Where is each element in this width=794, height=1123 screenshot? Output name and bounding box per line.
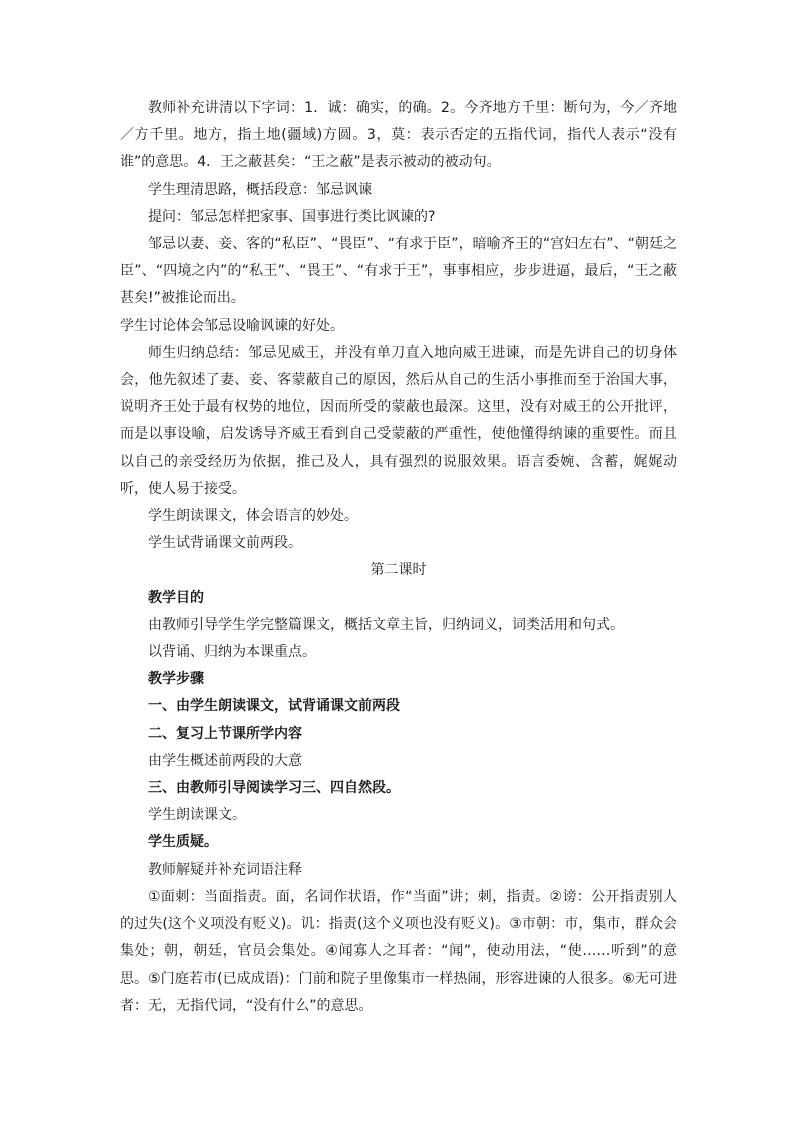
paragraph-recite: 学生试背诵课文前两段。	[148, 535, 302, 552]
paragraph-discussion: 学生讨论体会邹忌设喻讽谏的好处。	[120, 317, 344, 334]
step-two: 二、复习上节课所学内容	[148, 725, 302, 742]
paragraph-focus: 以背诵、归纳为本课重点。	[148, 644, 316, 661]
step-three: 三、由教师引导阅读学习三、四自然段。	[148, 780, 400, 797]
paragraph-goal: 由教师引导学生学完整篇课文，概括文章主旨，归纳词义，词类活用和句式。	[148, 616, 624, 633]
paragraph-analogy: 邹忌以妻、妾、客的“私臣”、“畏臣”、“有求于臣”，暗喻齐王的“宫妇左右”、“朝廷之臣”、“四境之内”的“私王”、“畏王”、“有求于王”，事事相应，步步进逼，最后，“王之蔽甚矣!”被推论而出。	[120, 236, 677, 307]
paragraph-annotations: ①面刺：当面指责。面，名词作状语，作“当面”讲；刺，指责。②谤：公开指责别人的过失(这个义项没有贬义)。讥：指责(这个义项也没有贬义)。③市朝：市，集市，群众会集处；朝，朝廷，官员会集处。④闻寡人之耳者：“闻”，使动用法，“使……听到”的意思。⑤门庭若市(已成成语)：门前和院子里像集市一样热闹，形容进谏的人很多。⑥无可进者：无，无指代词，“没有什么”的意思。	[120, 888, 677, 1014]
paragraph-word-notes: 教师补充讲清以下字词：1．诚：确实，的确。2。今齐地方千里：断句为，今／齐地／方千里。地方，指土地(疆域)方圆。3，莫：表示否定的五指代词，指代人表示“没有谁”的意思。4．王之蔽甚矣：“王之蔽”是表示被动的被动句。	[120, 100, 677, 171]
paragraph-review: 由学生概述前两段的大意	[148, 752, 302, 769]
paragraph-question: 提问：邹忌怎样把家事、国事进行类比讽谏的?	[148, 208, 436, 225]
paragraph-read-text: 学生朗读课文。	[148, 807, 246, 824]
paragraph-read-aloud: 学生朗读课文，体会语言的妙处。	[148, 508, 358, 525]
paragraph-outline: 学生理清思路，概括段意：邹忌讽谏	[148, 181, 372, 198]
heading-student-questions: 学生质疑。	[148, 834, 218, 851]
paragraph-summary: 师生归纳总结：邹忌见威王，并没有单刀直入地向威王进谏，而是先讲自己的切身体会，他先叙述了妻、妾、客蒙蔽自己的原因，然后从自己的生活小事推而至于治国大事，说明齐王处于最有权势的地位，因而所受的蒙蔽也最深。这里，没有对威王的公开批评，而是以事设喻，启发诱导齐威王看到自己受蒙蔽的严重性，使他懂得纳谏的重要性。而且以自己的亲受经历为依据，推己及人，具有强烈的说服效果。语言委婉、含蓄，娓娓动听，使人易于接受。	[120, 344, 677, 497]
heading-teaching-goal: 教学目的	[148, 589, 204, 606]
paragraph-teacher-explains: 教师解疑并补充词语注释	[148, 861, 302, 878]
heading-teaching-steps: 教学步骤	[148, 671, 204, 688]
section-title: 第二课时	[370, 562, 427, 579]
step-one: 一、由学生朗读课文，试背诵课文前两段	[148, 698, 400, 715]
